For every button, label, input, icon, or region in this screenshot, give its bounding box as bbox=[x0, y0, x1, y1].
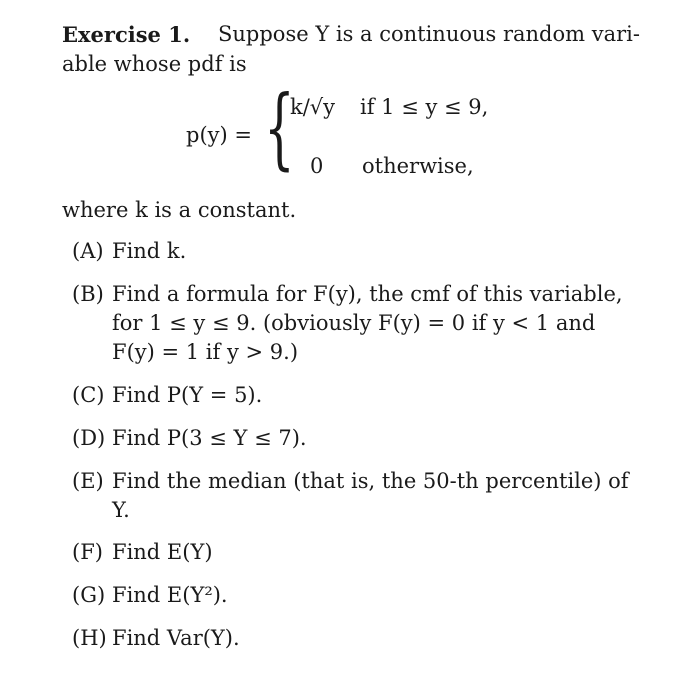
part-label: (G) bbox=[72, 583, 106, 607]
exercise-intro-line-2: able whose pdf is bbox=[62, 52, 247, 76]
part-text: for 1 ≤ y ≤ 9. (obviously F(y) = 0 if y < 1 and bbox=[112, 311, 596, 335]
part-label: (F) bbox=[72, 540, 103, 564]
left-brace-icon: { bbox=[264, 76, 295, 179]
pdf-case2-condition: otherwise, bbox=[362, 154, 474, 178]
part-label: (C) bbox=[72, 383, 105, 407]
part-text: Find k. bbox=[112, 239, 187, 263]
part-text: Find E(Y²). bbox=[112, 583, 228, 607]
part-text: Find P(3 ≤ Y ≤ 7). bbox=[112, 426, 307, 450]
constant-note: where k is a constant. bbox=[62, 198, 297, 222]
pdf-case1-expression: k/√y bbox=[290, 95, 336, 119]
exercise-intro-line-1: Suppose Y is a continuous random vari- bbox=[218, 22, 640, 46]
part-label: (H) bbox=[72, 626, 107, 650]
part-label: (B) bbox=[72, 282, 104, 306]
part-text: Find Var(Y). bbox=[112, 626, 240, 650]
pdf-case1-condition: if 1 ≤ y ≤ 9, bbox=[360, 95, 489, 119]
part-text: Y. bbox=[112, 498, 130, 522]
pdf-lhs: p(y) = bbox=[186, 123, 252, 147]
part-text: F(y) = 1 if y > 9.) bbox=[112, 340, 299, 364]
part-label: (E) bbox=[72, 469, 104, 493]
part-text: Find P(Y = 5). bbox=[112, 383, 263, 407]
exercise-heading: Exercise 1. bbox=[62, 22, 191, 47]
part-text: Find E(Y) bbox=[112, 540, 213, 564]
part-label: (D) bbox=[72, 426, 106, 450]
part-text: Find a formula for F(y), the cmf of this variable, bbox=[112, 282, 623, 306]
pdf-case2-expression: 0 bbox=[310, 154, 324, 178]
part-text: Find the median (that is, the 50-th percentile) of bbox=[112, 469, 629, 493]
part-label: (A) bbox=[72, 239, 104, 263]
